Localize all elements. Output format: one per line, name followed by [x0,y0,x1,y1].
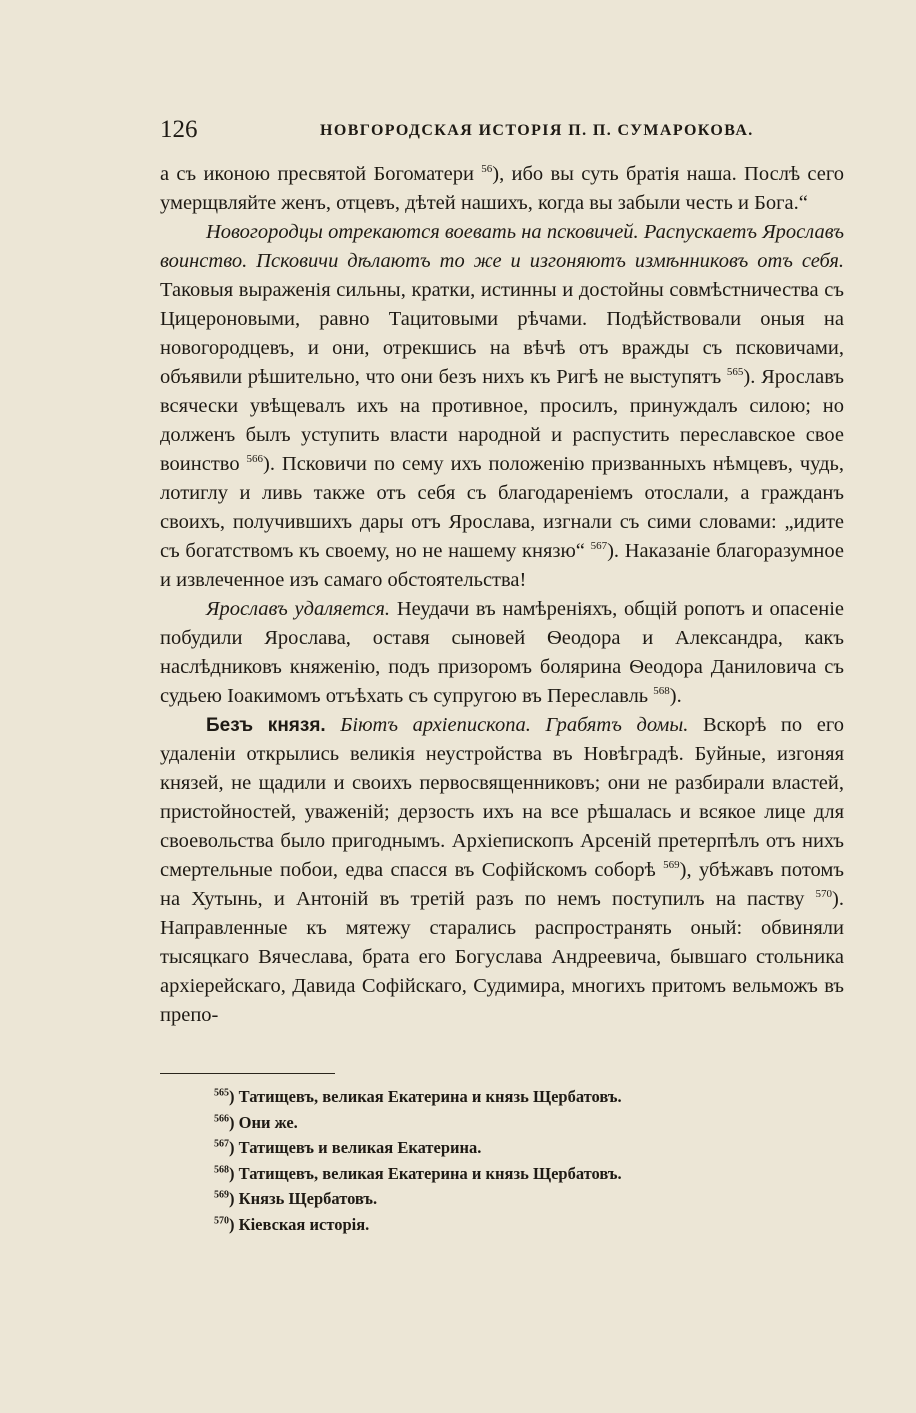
text-run: ), убѣжавъ потомъ на Хутынь, и Антоній въ третій разъ по немъ поступилъ на паству [160,859,844,910]
main-text [160,160,844,1030]
footnote-number: 565 [214,1087,229,1099]
paragraph-1 [160,160,844,218]
text-run: ). Ярославъ всячески увѣщевалъ ихъ на противное, просилъ, принуждалъ силою; но долженъ былъ уступить власти народной и распустить переславское свое воинство [160,366,844,475]
footnotes [214,1084,834,1237]
text-run: Неудачи въ намѣреніяхъ, общій ропотъ и опасеніе побудили Ярослава, оставя сыновей Ѳеодора и Александра, какъ наслѣдниковъ княженію, подъ призоромъ болярина Ѳеодора Даниловича съ судьею Іоакимомъ отъѣхать съ супругою въ Переславль [160,598,844,707]
footnote-divider [160,1073,335,1074]
paragraph-4 [160,711,844,1030]
footnote-ref: 567 [590,540,608,553]
footnote-text: ) Князь Щербатовъ. [229,1189,378,1208]
runin-heading: Безъ князя. [206,715,326,736]
footnote-number: 567 [214,1138,229,1150]
marginal-heading: Біютъ архіепископа. Грабятъ домы. [325,714,689,736]
marginal-heading: Ярославъ удаляется. [206,598,391,620]
footnote-number: 566 [214,1113,229,1124]
running-title: НОВГОРОДСКАЯ ИСТОРІЯ П. П. СУМАРОКОВА. [320,122,754,139]
page-header [160,116,840,148]
footnote [214,1212,834,1238]
footnote-number: 569 [214,1189,229,1201]
footnote-text: ) Татищевъ и великая Екатерина. [229,1138,482,1157]
text-run: Вскорѣ по его удаленіи открылись великія неустройства въ Новѣградѣ. Буйные, изгоняя князей, не щадили и своихъ первосвященниковъ; они не разбирали властей, пристойностей, уваженій; дерзость ихъ на все рѣшалась и всякое лице для своевольства было пригоднымъ. Архіепископъ Арсеній претерпѣлъ отъ нихъ смертельные побои, едва спасся въ Софійскомъ соборѣ [160,714,845,881]
footnote [214,1186,834,1212]
paragraph-2 [160,218,844,595]
footnote-number: 568 [214,1164,229,1175]
page-number: 126 [160,116,198,143]
paragraph-3 [160,595,844,711]
text-run: ). Наказаніе благоразумное и извлеченное изъ самаго обстоятельства! [160,540,845,591]
footnote [214,1135,834,1161]
footnote-ref: 569 [663,859,680,872]
text-run: ), ибо вы суть братія наша. Послѣ сего умерщвляйте женъ, отцевъ, дѣтей нашихъ, когда вы забыли честь и Бога.“ [160,163,845,214]
marginal-heading: Новогородцы отрекаются воевать на псковичей. Распускаетъ Ярославъ воинство. Псковичи дѣлаютъ то же и изгоняютъ измѣнниковъ отъ себя. [160,221,844,272]
footnote-ref: 565 [726,366,744,379]
footnote-ref: 568 [653,685,670,698]
footnote-text: ) Татищевъ, великая Екатерина и князь Щербатовъ. [229,1087,622,1106]
footnote [214,1161,834,1187]
footnote-ref: 56 [481,163,493,176]
text-run: а съ иконою пресвятой Богоматери [160,163,482,185]
footnote-text: ) Они же. [229,1112,298,1132]
text-run: Таковыя выраженія сильны, кратки, истинны и достойны совмѣстничества съ Цицероновыми, равно Тацитовыми рѣчами. Подѣйствовали оныя на новогородцевъ, и они, отрекшись на вѣчѣ отъ вражды съ псковичами, объявили рѣшительно, что они безъ нихъ къ Ригѣ не выступятъ [160,279,844,388]
text-run: ). [669,685,682,707]
footnote [214,1110,834,1136]
footnote-number: 570 [214,1215,229,1226]
text-run: ). Направленные къ мятежу старались распространять оный: обвиняли тысяцкаго Вячеслава, брата его Богуслава Андреевича, бывшаго стольника архіерейскаго, Давида Софійскаго, Судимира, многихъ притомъ вельможъ въ препо- [160,888,844,1026]
text-run: ). Псковичи по сему ихъ положенію призванныхъ нѣмцевъ, чудь, лотиглу и ливь также отъ себя съ благодареніемъ отослали, а гражданъ своихъ, получившихъ дары отъ Ярослава, изгнали съ сими словами: „идите съ богатствомъ къ своему, но не нашему князю“ [160,453,845,562]
footnote-text: ) Татищевъ, великая Екатерина и князь Щербатовъ. [229,1163,622,1183]
footnote-ref: 570 [815,888,833,901]
footnote [214,1084,834,1110]
footnote-ref: 566 [246,453,264,466]
footnote-text: ) Кіевская исторія. [229,1214,370,1234]
